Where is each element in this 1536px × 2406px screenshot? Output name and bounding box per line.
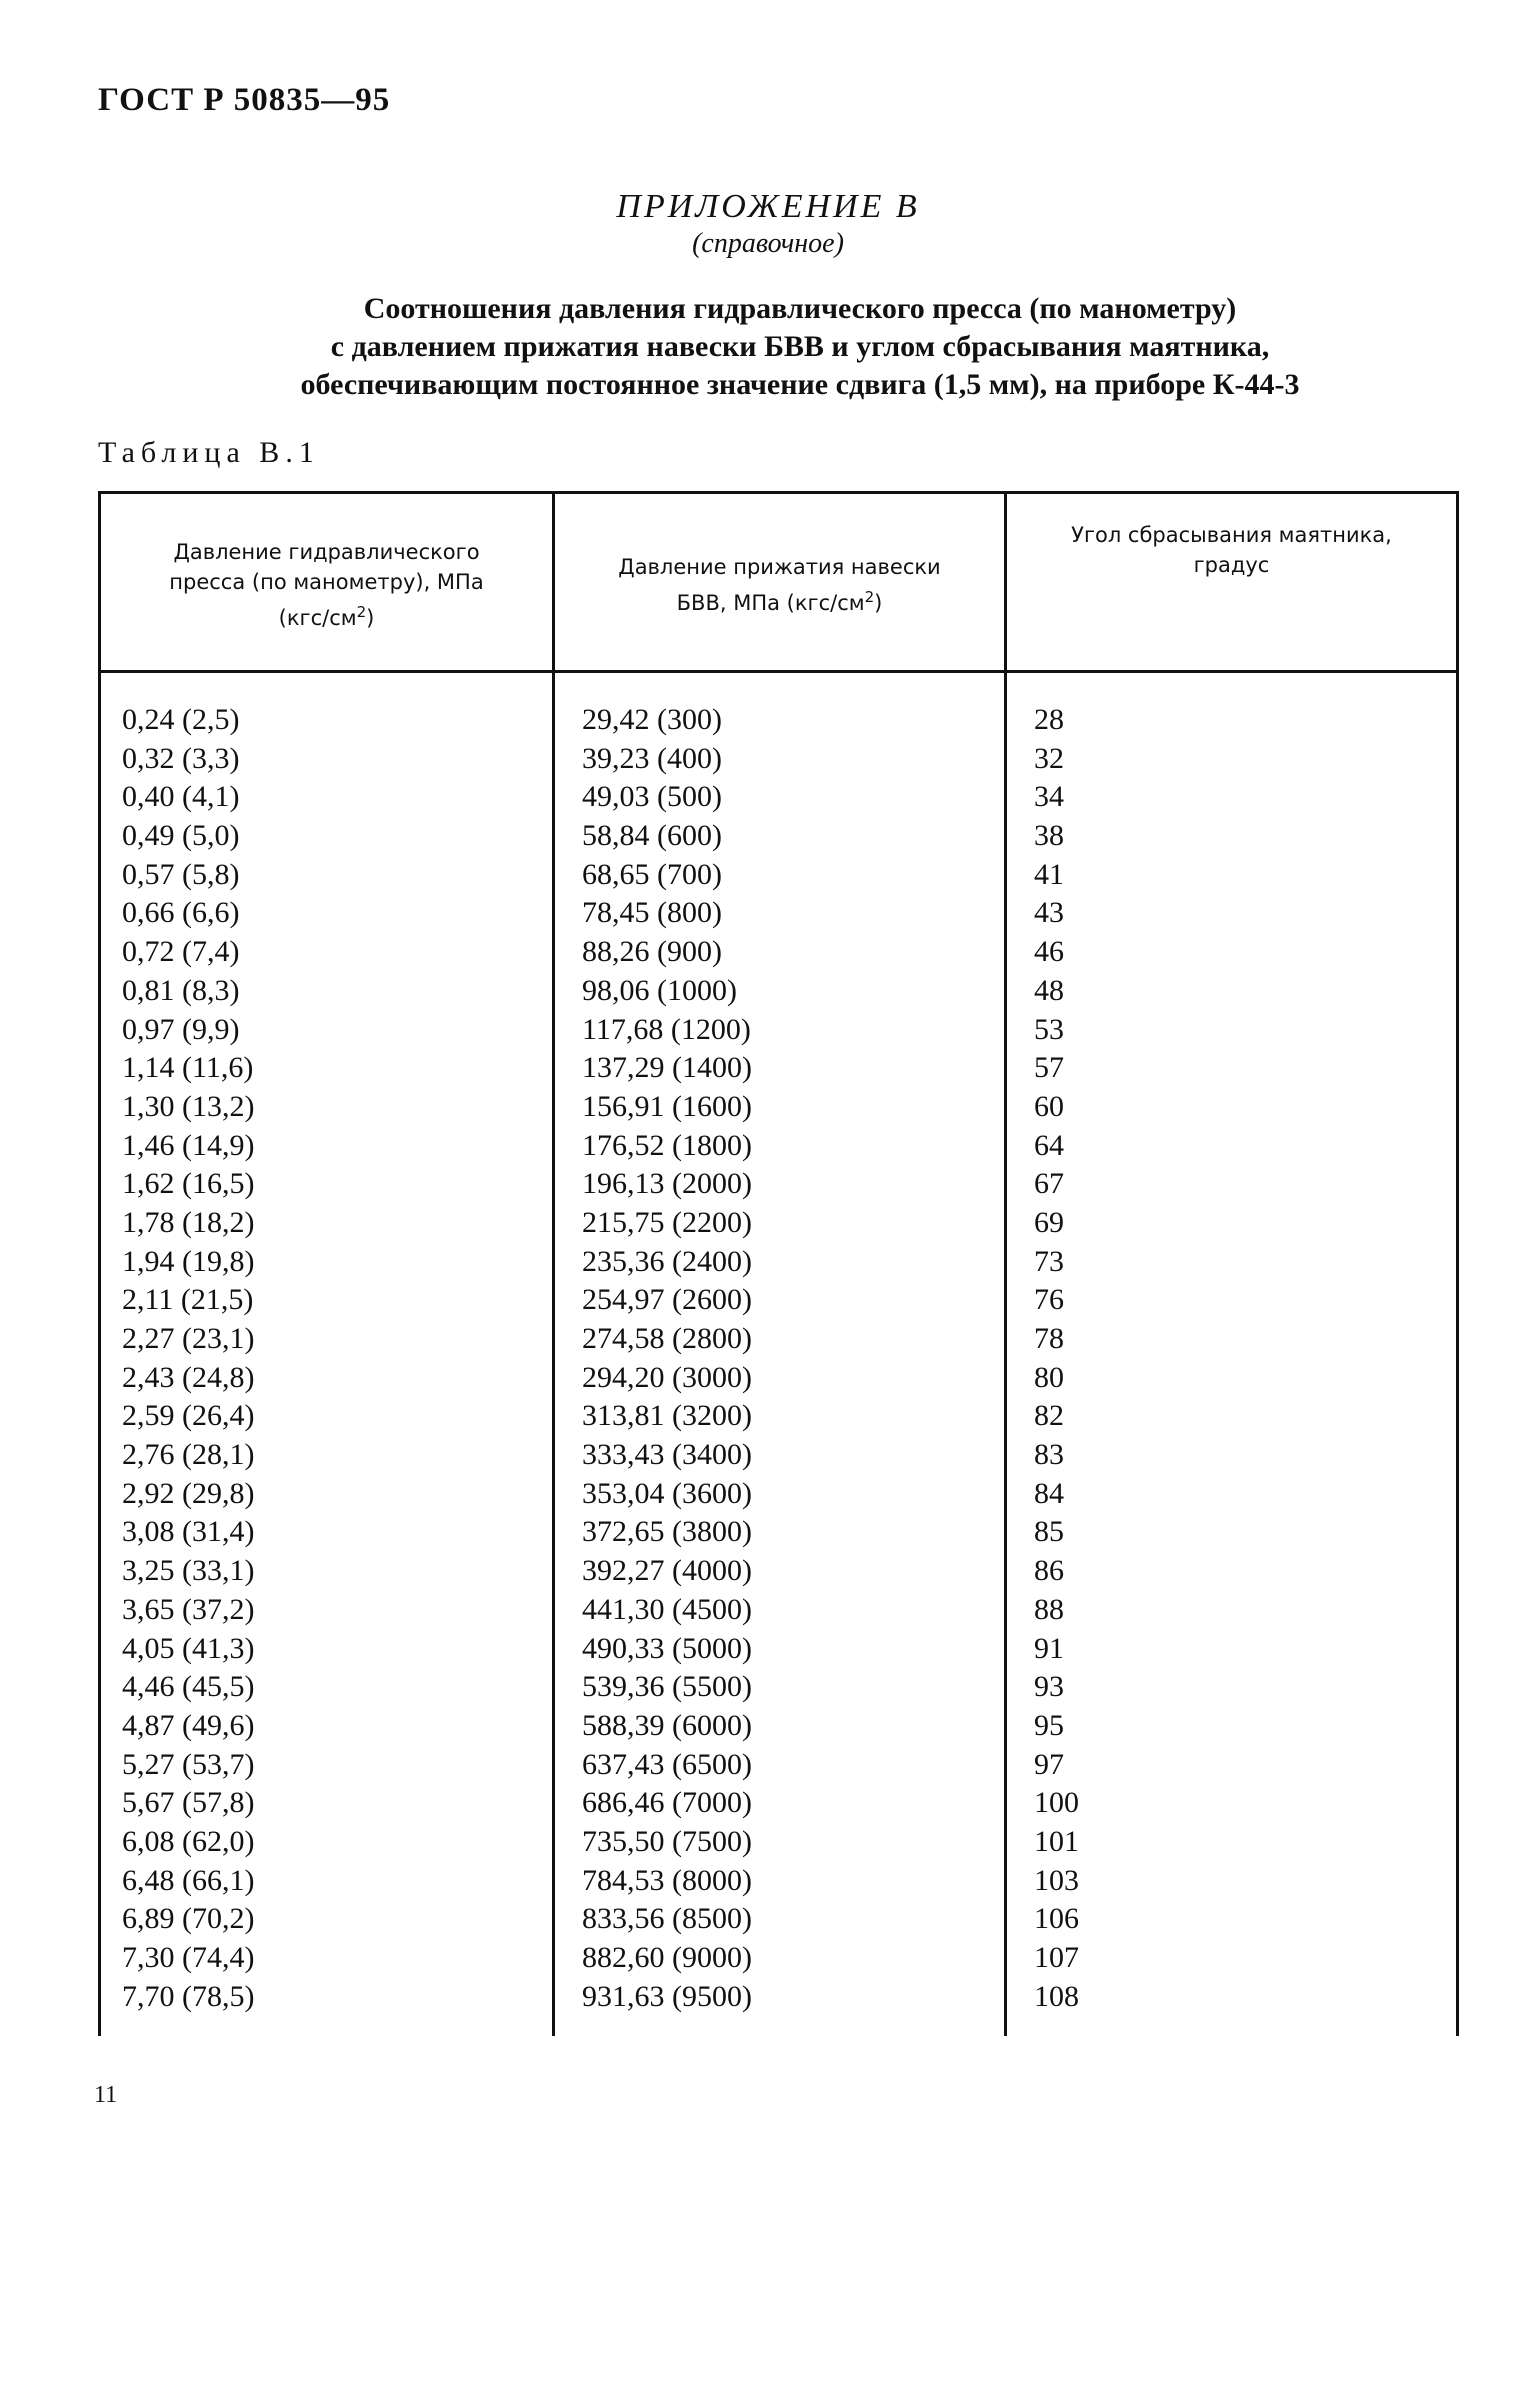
header-line: Угол сбрасывания маятника, bbox=[1071, 523, 1392, 547]
cell-angle: 28 bbox=[1034, 703, 1064, 736]
cell-angle: 97 bbox=[1034, 1747, 1064, 1781]
cell-press-pressure: 0,49 (5,0) bbox=[122, 819, 240, 853]
cell-angle: 103 bbox=[1034, 1863, 1079, 1897]
header-sup: 2 bbox=[864, 588, 875, 606]
cell-press-pressure: 1,94 (19,8) bbox=[122, 1244, 255, 1278]
cell-angle: 106 bbox=[1034, 1902, 1079, 1936]
cell-angle: 83 bbox=[1034, 1438, 1064, 1472]
cell-angle: 48 bbox=[1034, 973, 1064, 1007]
table-row bbox=[0, 896, 1536, 935]
table-row bbox=[0, 1477, 1536, 1516]
table-row bbox=[0, 974, 1536, 1013]
cell-angle: 88 bbox=[1034, 1592, 1064, 1626]
cell-sample-pressure: 833,56 (8500) bbox=[582, 1902, 752, 1936]
table-row bbox=[0, 1051, 1536, 1090]
cell-sample-pressure: 539,36 (5500) bbox=[582, 1670, 752, 1704]
cell-angle: 91 bbox=[1034, 1631, 1064, 1665]
table-row bbox=[0, 1129, 1536, 1168]
cell-sample-pressure: 333,43 (3400) bbox=[582, 1438, 752, 1472]
page-number: 11 bbox=[94, 2082, 118, 2108]
table-row bbox=[0, 1864, 1536, 1903]
cell-sample-pressure: 294,20 (3000) bbox=[582, 1360, 752, 1394]
cell-angle: 67 bbox=[1034, 1167, 1064, 1201]
cell-press-pressure: 7,70 (78,5) bbox=[122, 1979, 255, 2013]
cell-angle: 60 bbox=[1034, 1089, 1064, 1123]
header-line: Давление прижатия навески bbox=[618, 555, 941, 579]
cell-angle: 85 bbox=[1034, 1515, 1064, 1549]
cell-sample-pressure: 735,50 (7500) bbox=[582, 1824, 752, 1858]
cell-angle: 46 bbox=[1034, 935, 1064, 969]
cell-angle: 57 bbox=[1034, 1051, 1064, 1085]
cell-press-pressure: 1,46 (14,9) bbox=[122, 1128, 255, 1162]
table-row bbox=[0, 1013, 1536, 1052]
caption-line: с давлением прижатия навески БВВ и углом сбрасывания маятника, bbox=[330, 330, 1270, 363]
table-row bbox=[0, 1167, 1536, 1206]
table-row bbox=[0, 1090, 1536, 1129]
cell-press-pressure: 0,24 (2,5) bbox=[122, 703, 240, 736]
cell-angle: 95 bbox=[1034, 1708, 1064, 1742]
cell-sample-pressure: 392,27 (4000) bbox=[582, 1554, 752, 1588]
table-row bbox=[0, 935, 1536, 974]
cell-sample-pressure: 137,29 (1400) bbox=[582, 1051, 752, 1085]
table-row bbox=[0, 1941, 1536, 1980]
cell-sample-pressure: 254,97 (2600) bbox=[582, 1283, 752, 1317]
cell-sample-pressure: 156,91 (1600) bbox=[582, 1089, 752, 1123]
table-row bbox=[0, 742, 1536, 781]
table-row bbox=[0, 1709, 1536, 1748]
cell-sample-pressure: 588,39 (6000) bbox=[582, 1708, 752, 1742]
header-sup: 2 bbox=[356, 603, 367, 621]
cell-sample-pressure: 176,52 (1800) bbox=[582, 1128, 752, 1162]
cell-sample-pressure: 353,04 (3600) bbox=[582, 1476, 752, 1510]
cell-sample-pressure: 490,33 (5000) bbox=[582, 1631, 752, 1665]
cell-sample-pressure: 58,84 (600) bbox=[582, 819, 722, 853]
cell-press-pressure: 0,57 (5,8) bbox=[122, 857, 240, 891]
cell-angle: 38 bbox=[1034, 819, 1064, 853]
cell-angle: 107 bbox=[1034, 1941, 1079, 1974]
table-row bbox=[0, 819, 1536, 858]
caption-line: Соотношения давления гидравлического пресса (по манометру) bbox=[363, 292, 1237, 325]
cell-sample-pressure: 117,68 (1200) bbox=[582, 1012, 751, 1046]
header-line: БВВ, МПа (кгс/см bbox=[676, 591, 865, 615]
cell-sample-pressure: 78,45 (800) bbox=[582, 896, 722, 930]
table-row bbox=[0, 1980, 1536, 2019]
column-header-press-pressure bbox=[101, 505, 552, 665]
cell-press-pressure: 0,66 (6,6) bbox=[122, 896, 240, 930]
cell-press-pressure: 1,14 (11,6) bbox=[122, 1051, 254, 1085]
cell-sample-pressure: 784,53 (8000) bbox=[582, 1863, 752, 1897]
cell-press-pressure: 2,43 (24,8) bbox=[122, 1360, 255, 1394]
table-row bbox=[0, 1206, 1536, 1245]
cell-sample-pressure: 29,42 (300) bbox=[582, 703, 722, 736]
header-line: градус bbox=[1193, 553, 1270, 577]
cell-sample-pressure: 98,06 (1000) bbox=[582, 973, 737, 1007]
caption-line: обеспечивающим постоянное значение сдвига (1,5 мм), на приборе К-44-3 bbox=[300, 368, 1300, 401]
cell-angle: 32 bbox=[1034, 741, 1064, 775]
cell-sample-pressure: 196,13 (2000) bbox=[582, 1167, 752, 1201]
cell-sample-pressure: 39,23 (400) bbox=[582, 741, 722, 775]
cell-press-pressure: 4,05 (41,3) bbox=[122, 1631, 255, 1665]
table-row bbox=[0, 858, 1536, 897]
table-row bbox=[0, 703, 1536, 742]
table-row bbox=[0, 1399, 1536, 1438]
table-body bbox=[0, 703, 1536, 2018]
cell-press-pressure: 6,08 (62,0) bbox=[122, 1824, 255, 1858]
table-row bbox=[0, 1786, 1536, 1825]
cell-angle: 93 bbox=[1034, 1670, 1064, 1704]
header-line: пресса (по манометру), МПа bbox=[169, 570, 484, 594]
cell-sample-pressure: 313,81 (3200) bbox=[582, 1399, 752, 1433]
table-label: Таблица В.1 bbox=[98, 436, 320, 469]
header-close: ) bbox=[874, 591, 883, 615]
table-row bbox=[0, 1902, 1536, 1941]
column-header-sample-pressure bbox=[555, 505, 1004, 665]
appendix-subtitle: (справочное) bbox=[692, 228, 844, 259]
cell-angle: 76 bbox=[1034, 1283, 1064, 1317]
cell-sample-pressure: 882,60 (9000) bbox=[582, 1941, 752, 1974]
cell-press-pressure: 7,30 (74,4) bbox=[122, 1941, 255, 1974]
cell-sample-pressure: 235,36 (2400) bbox=[582, 1244, 752, 1278]
table-row bbox=[0, 1438, 1536, 1477]
cell-angle: 53 bbox=[1034, 1012, 1064, 1046]
cell-angle: 43 bbox=[1034, 896, 1064, 930]
table-row bbox=[0, 1554, 1536, 1593]
cell-sample-pressure: 637,43 (6500) bbox=[582, 1747, 752, 1781]
table-row bbox=[0, 780, 1536, 819]
cell-press-pressure: 2,27 (23,1) bbox=[122, 1322, 255, 1355]
cell-angle: 34 bbox=[1034, 780, 1064, 814]
cell-angle: 64 bbox=[1034, 1128, 1064, 1162]
table-row bbox=[0, 1283, 1536, 1322]
table-row bbox=[0, 1632, 1536, 1671]
cell-press-pressure: 1,62 (16,5) bbox=[122, 1167, 255, 1201]
appendix-title: ПРИЛОЖЕНИЕ В bbox=[616, 188, 920, 225]
table-row bbox=[0, 1748, 1536, 1787]
cell-press-pressure: 6,89 (70,2) bbox=[122, 1902, 255, 1936]
cell-press-pressure: 1,30 (13,2) bbox=[122, 1089, 255, 1123]
cell-angle: 86 bbox=[1034, 1554, 1064, 1588]
cell-press-pressure: 0,97 (9,9) bbox=[122, 1012, 240, 1046]
cell-sample-pressure: 215,75 (2200) bbox=[582, 1205, 752, 1239]
cell-press-pressure: 5,27 (53,7) bbox=[122, 1747, 255, 1781]
table-caption bbox=[150, 290, 1450, 404]
cell-press-pressure: 2,76 (28,1) bbox=[122, 1438, 255, 1472]
cell-press-pressure: 3,65 (37,2) bbox=[122, 1592, 255, 1626]
cell-press-pressure: 1,78 (18,2) bbox=[122, 1205, 255, 1239]
cell-angle: 101 bbox=[1034, 1824, 1079, 1858]
cell-angle: 82 bbox=[1034, 1399, 1064, 1433]
cell-sample-pressure: 372,65 (3800) bbox=[582, 1515, 752, 1549]
cell-press-pressure: 2,92 (29,8) bbox=[122, 1476, 255, 1510]
table-row bbox=[0, 1593, 1536, 1632]
cell-sample-pressure: 441,30 (4500) bbox=[582, 1592, 752, 1626]
cell-angle: 84 bbox=[1034, 1476, 1064, 1510]
table-row bbox=[0, 1361, 1536, 1400]
cell-angle: 69 bbox=[1034, 1205, 1064, 1239]
cell-press-pressure: 3,08 (31,4) bbox=[122, 1515, 255, 1549]
cell-sample-pressure: 931,63 (9500) bbox=[582, 1979, 752, 2013]
cell-angle: 78 bbox=[1034, 1322, 1064, 1355]
cell-press-pressure: 6,48 (66,1) bbox=[122, 1863, 255, 1897]
cell-angle: 80 bbox=[1034, 1360, 1064, 1394]
document-header: ГОСТ Р 50835—95 bbox=[98, 82, 391, 118]
cell-angle: 108 bbox=[1034, 1979, 1079, 2013]
cell-sample-pressure: 88,26 (900) bbox=[582, 935, 722, 969]
header-line: Давление гидравлического bbox=[173, 540, 480, 564]
table-row bbox=[0, 1825, 1536, 1864]
cell-sample-pressure: 274,58 (2800) bbox=[582, 1322, 752, 1355]
cell-press-pressure: 4,87 (49,6) bbox=[122, 1708, 255, 1742]
cell-press-pressure: 0,32 (3,3) bbox=[122, 741, 240, 775]
table-row bbox=[0, 1245, 1536, 1284]
cell-sample-pressure: 68,65 (700) bbox=[582, 857, 722, 891]
cell-angle: 73 bbox=[1034, 1244, 1064, 1278]
table-row bbox=[0, 1670, 1536, 1709]
cell-press-pressure: 5,67 (57,8) bbox=[122, 1786, 255, 1820]
table-row bbox=[0, 1515, 1536, 1554]
cell-sample-pressure: 49,03 (500) bbox=[582, 780, 722, 814]
header-unit: (кгс/см bbox=[278, 606, 357, 630]
table-row bbox=[0, 1322, 1536, 1361]
cell-press-pressure: 0,81 (8,3) bbox=[122, 973, 240, 1007]
cell-angle: 100 bbox=[1034, 1786, 1079, 1820]
cell-press-pressure: 4,46 (45,5) bbox=[122, 1670, 255, 1704]
cell-press-pressure: 0,72 (7,4) bbox=[122, 935, 240, 969]
header-close: ) bbox=[366, 606, 375, 630]
cell-press-pressure: 3,25 (33,1) bbox=[122, 1554, 255, 1588]
cell-press-pressure: 0,40 (4,1) bbox=[122, 780, 240, 814]
cell-angle: 41 bbox=[1034, 857, 1064, 891]
cell-press-pressure: 2,11 (21,5) bbox=[122, 1283, 254, 1317]
cell-press-pressure: 2,59 (26,4) bbox=[122, 1399, 255, 1433]
cell-sample-pressure: 686,46 (7000) bbox=[582, 1786, 752, 1820]
column-header-pendulum-angle bbox=[1007, 520, 1456, 680]
